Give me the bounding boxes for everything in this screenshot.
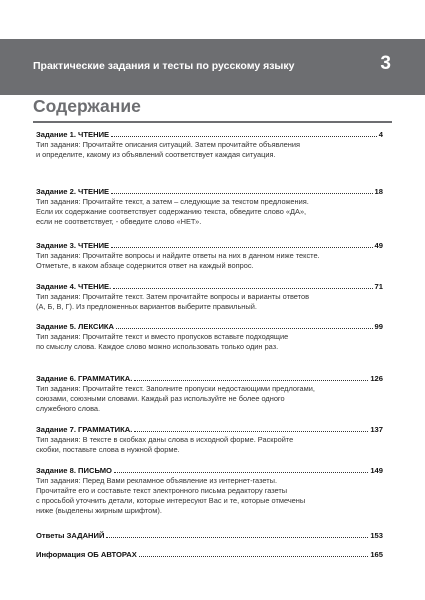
toc-entry-description [36,197,383,227]
dot-leader [116,328,373,329]
toc-entry-page: 149 [370,466,383,475]
dot-leader [139,556,368,557]
toc-entry-description [36,140,383,160]
dot-leader [111,193,372,194]
toc-entry[interactable] [36,550,383,559]
toc-entry[interactable] [36,531,383,540]
toc-divider [33,121,392,123]
toc-entry-title: Задание 2. ЧТЕНИЕ [36,187,110,196]
dot-leader [111,247,372,248]
toc-heading: Содержание [33,96,141,116]
description-line: скобки, поставьте слова в нужной форме. [36,445,180,454]
toc-entry-line [36,425,383,434]
toc-entry-page: 71 [374,282,383,291]
description-line: Прочитайте его и составьте текст электронного письма редактору газеты [36,486,288,495]
toc-entry-page: 126 [370,374,383,383]
toc-entry-line [36,241,383,250]
description-line: Тип задания: Прочитайте вопросы и найдите ответы на них в данном ниже тексте. [36,251,320,260]
dot-leader [113,288,372,289]
description-line: Тип задания: Прочитайте текст и вместо пропусков вставьте подходящие [36,332,289,341]
toc-entry-page: 165 [370,550,383,559]
description-line: Тип задания: В тексте в скобках даны слова в исходной форме. Раскройте [36,435,294,444]
toc-entry[interactable] [36,282,383,312]
toc-entry[interactable] [36,187,383,227]
toc-entry-page: 49 [374,241,383,250]
description-line: Тип задания: Перед Вами рекламное объявление из интернет-газеты. [36,476,278,485]
description-line: Отметьте, в каком абзаце содержится ответ на каждый вопрос. [36,261,254,270]
toc-entry-line [36,187,383,196]
toc-entry[interactable] [36,466,383,516]
toc-entry-description [36,251,383,271]
toc-entry-title: Информация ОБ АВТОРАХ [36,550,137,559]
description-line: Тип задания: Прочитайте текст. Затем прочитайте вопросы и варианты ответов [36,292,309,301]
description-line: союзами, союзными словами. Каждый раз используйте не более одного [36,394,285,403]
toc-entry-description [36,435,383,455]
dot-leader [106,537,368,538]
toc-entry-line [36,466,383,475]
toc-entry[interactable] [36,374,383,414]
toc-entry-line [36,130,383,139]
description-line: Если их содержание соответствует содержанию текста, обведите слово «ДА», [36,207,307,216]
description-line: (А, Б, В, Г). Из предложенных вариантов выберите правильный. [36,302,257,311]
toc-entry-title: Ответы ЗАДАНИЙ [36,531,105,540]
toc-entry-line [36,282,383,291]
page-number: 3 [380,53,391,74]
toc-entry-description [36,384,383,414]
dot-leader [111,136,377,137]
running-title: Практические задания и тесты по русскому языку [33,60,295,72]
description-line: Тип задания: Прочитайте текст. Заполните пропуски недостающими предлогами, [36,384,315,393]
description-line: ниже (выделены жирным шрифтом). [36,506,162,515]
toc-entry-description [36,332,383,352]
toc-entry-title: Задание 8. ПИСЬМО [36,466,112,475]
toc-entry[interactable] [36,322,383,352]
dot-leader [134,380,368,381]
toc-entry-title: Задание 5. ЛЕКСИКА [36,322,115,331]
header-band [0,39,425,95]
description-line: Тип задания: Прочитайте описания ситуаций. Затем прочитайте объявления [36,140,301,149]
toc-entry-page: 4 [378,130,383,139]
dot-leader [114,472,368,473]
toc-entry-title: Задание 3. ЧТЕНИЕ [36,241,110,250]
toc-entry[interactable] [36,130,383,160]
description-line: Тип задания: Прочитайте текст, а затем – следующие за текстом предложения. [36,197,309,206]
toc-entry-line [36,322,383,331]
description-line: и определите, какому из объявлений соответствует каждая ситуация. [36,150,276,159]
description-line: если не соответствует, - обведите слово «НЕТ». [36,217,202,226]
dot-leader [134,431,368,432]
toc-entry-page: 137 [370,425,383,434]
toc-entry-title: Задание 7. ГРАММАТИКА. [36,425,133,434]
toc-entry-title: Задание 1. ЧТЕНИЕ [36,130,110,139]
toc-entry[interactable] [36,241,383,271]
toc-entry-line [36,374,383,383]
toc-entry-page: 153 [370,531,383,540]
toc-entry[interactable] [36,425,383,455]
description-line: с просьбой уточнить детали, которые интересуют Вас и те, которые отмечены [36,496,306,505]
description-line: служебного слова. [36,404,101,413]
toc-entry-title: Задание 4. ЧТЕНИЕ. [36,282,112,291]
toc-entry-title: Задание 6. ГРАММАТИКА. [36,374,133,383]
description-line: по смыслу слова. Каждое слово можно использовать только один раз. [36,342,279,351]
toc-entry-page: 99 [374,322,383,331]
toc-entry-line [36,531,383,540]
toc-entry-description [36,476,383,516]
toc-entry-description [36,292,383,312]
toc-entry-line [36,550,383,559]
toc-entry-page: 18 [374,187,383,196]
